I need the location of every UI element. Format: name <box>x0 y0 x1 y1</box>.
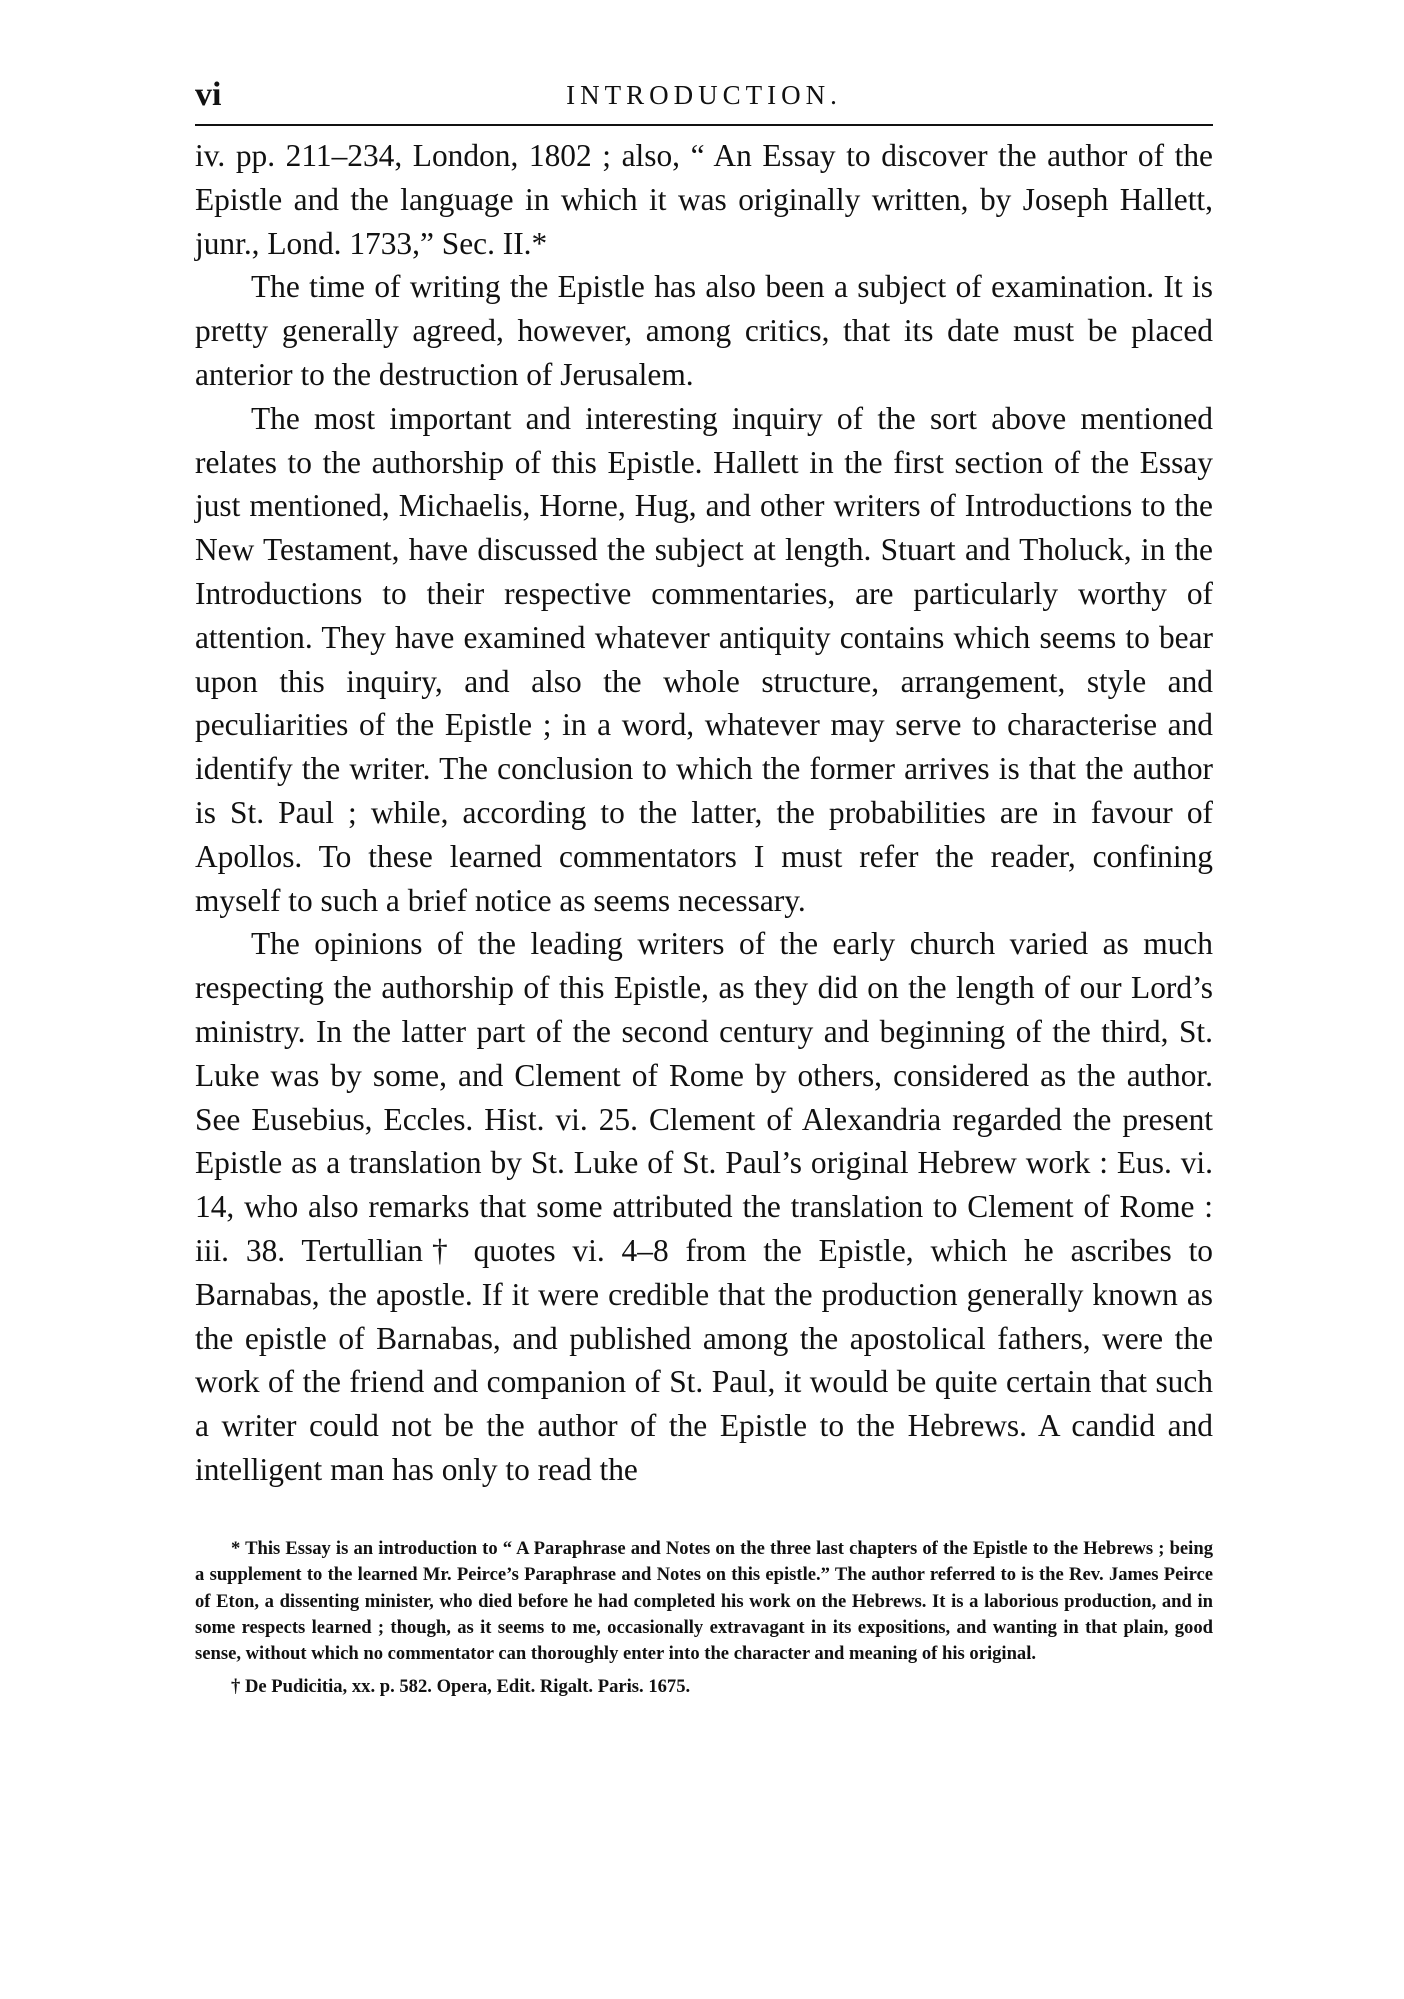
book-page <box>195 68 1213 1700</box>
paragraph-continuation: iv. pp. 211–234, London, 1802 ; also, “ An Essay to discover the author of the Epistle and the language in which it was originally written, by Joseph Hallett, junr., Lond. 1733,” Sec. II.* <box>195 138 1213 261</box>
body-text <box>195 134 1213 1492</box>
footnotes <box>195 1536 1213 1700</box>
paragraph-authorship-inquiry: The most important and interesting inquiry of the sort above mentioned relates to the authorship of this Epistle. Hallett in the first section of the Essay just mentioned, Michaelis, Horne, Hug, and other writers of Introductions to the New Testament, have discussed the subject at length. Stuart and Tholuck, in the Introductions to their respective commentaries, are particularly worthy of attention. They have examined whatever antiquity contains which seems to bear upon this inquiry, and also the whole structure, arrangement, style and peculiarities of the Epistle ; in a word, whatever may serve to characterise and identify the writer. The conclusion to which the former arrives is that the author is St. Paul ; while, according to the latter, the probabilities are in favour of Apollos. To these learned commentators I must refer the reader, confining myself to such a brief notice as seems necessary. <box>195 400 1213 918</box>
footnote-de-pudicitia: † De Pudicitia, xx. p. 582. Opera, Edit. Rigalt. Paris. 1675. <box>231 1675 691 1697</box>
header-rule <box>195 124 1213 126</box>
footnote-essay: * This Essay is an introduction to “ A Paraphrase and Notes on the three last chapters of the Epistle to the Hebrews ; being a supplement to the learned Mr. Peirce’s Paraphrase and Notes on this epistle.” The author referred to is the Rev. James Peirce of Eton, a dissenting minister, who died before he had completed his work on the Hebrews. It is a laborious production, and in some respects learned ; though, as it seems to me, occasionally extravagant in its expositions, and wanting in that plain, good sense, without which no commentator can thoroughly enter into the character and meaning of his original. <box>195 1537 1213 1665</box>
page-number: vi <box>195 76 222 113</box>
running-title: INTRODUCTION. <box>566 80 842 110</box>
paragraph-time-of-writing: The time of writing the Epistle has also been a subject of examination. It is pretty generally agreed, however, among critics, that its date must be placed anterior to the destruction of Jerusalem. <box>195 269 1213 392</box>
running-head <box>195 68 1213 124</box>
paragraph-early-church-opinions: The opinions of the leading writers of the early church varied as much respecting the authorship of this Epistle, as they did on the length of our Lord’s ministry. In the latter part of the second century and beginning of the third, St. Luke was by some, and Clement of Rome by others, considered as the author. See Eusebius, Eccles. Hist. vi. 25. Clement of Alexandria regarded the present Epistle as a translation by St. Luke of St. Paul’s original Hebrew work : Eus. vi. 14, who also remarks that some attributed the translation to Clement of Rome : iii. 38. Tertullian† quotes vi. 4–8 from the Epistle, which he ascribes to Barnabas, the apostle. If it were credible that the production generally known as the epistle of Barnabas, and published among the apostolical fathers, were the work of the friend and companion of St. Paul, it would be quite certain that such a writer could not be the author of the Epistle to the Hebrews. A candid and intelligent man has only to read the <box>195 926 1213 1487</box>
